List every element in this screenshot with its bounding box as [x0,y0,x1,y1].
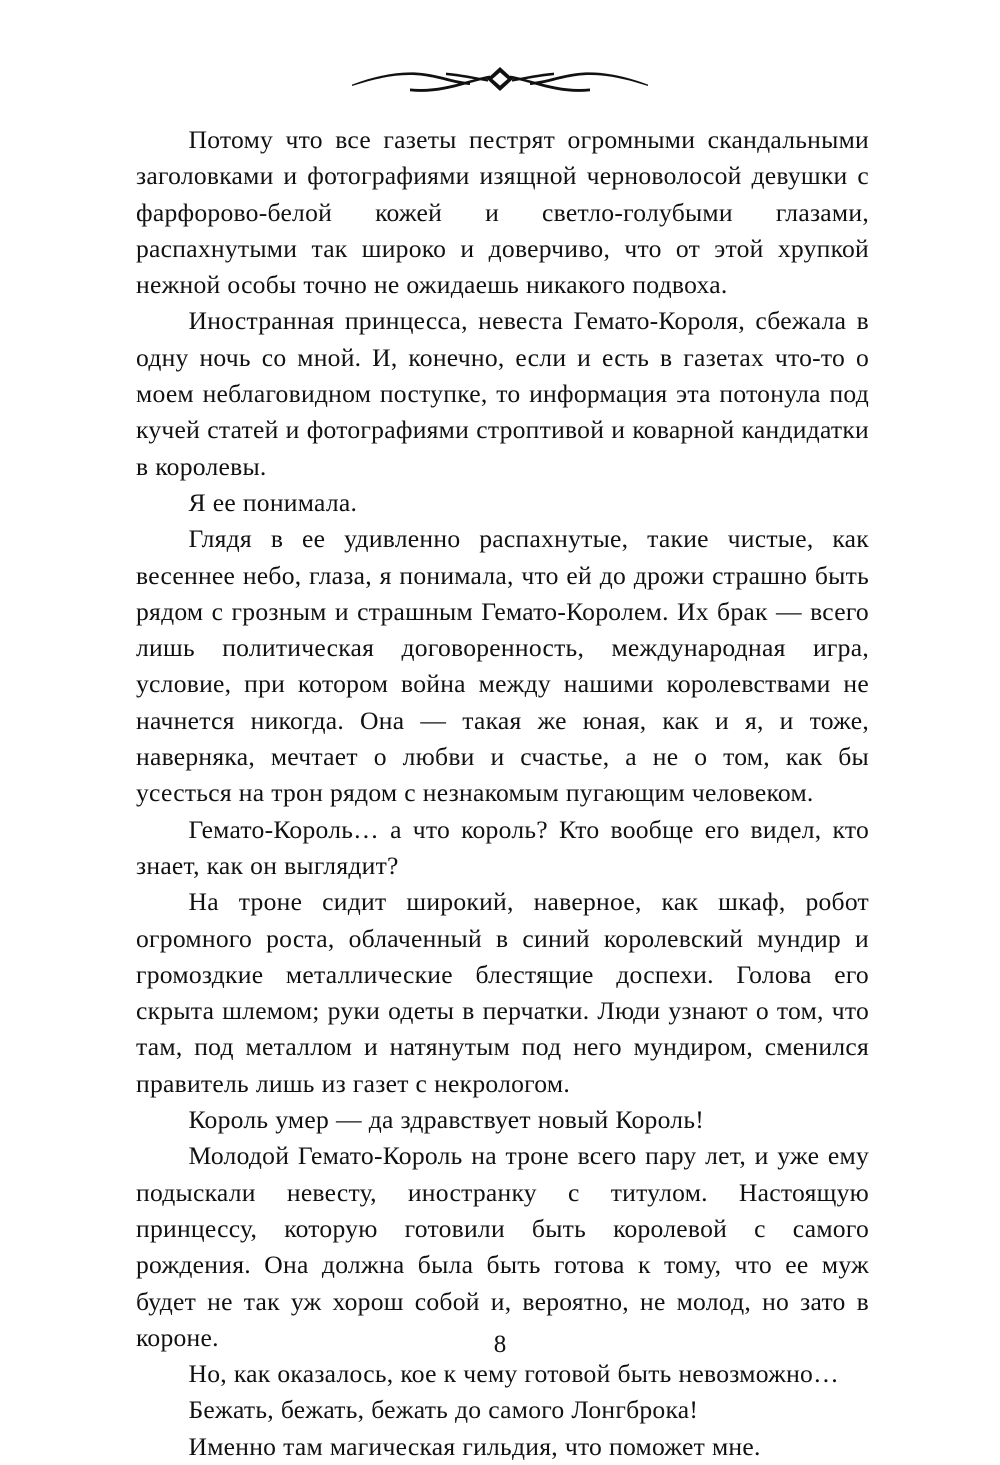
paragraph-text: Я ее понимала. [188,487,358,517]
page-text-body [136,122,869,1465]
paragraph-text: Потому что все газеты пестрят огромными скандальными заголовками и фотографиями изящной черноволосой девушки с фарфорово-белой кожей и светло-голубыми глазами, распахнутыми так широко и доверчиво, что от этой хрупкой нежной особы точно не ожидаешь никакого подвоха. [136,125,869,300]
paragraph-text: На троне сидит широкий, наверное, как шкаф, робот огромного роста, облаченный в синий королевский мундир и громоздкие металлические блестящие доспехи. Голова его скрыта шлемом; руки одеты в перчатки. Люди узнают о том, что там, под металлом и натянутым под него мундиром, сменился правитель лишь из газет с некрологом. [136,887,869,1098]
paragraph-text: Иностранная принцесса, невеста Гемато-Короля, сбежала в одну ночь со мной. И, конечно, если и есть в газетах что-то о моем неблаговидном поступке, то информация эта потонула под кучей статей и фотографиями строптивой и коварной кандидатки в королевы. [136,306,869,481]
paragraph [136,303,869,484]
page-number: 8 [493,1331,507,1358]
paragraph [136,1392,869,1428]
paragraph-text: Глядя в ее удивленно распахнутые, такие чистые, как весеннее небо, глаза, я понимала, что ей до дрожи страшно быть рядом с грозным и страшным Гемато-Королем. Их брак — всего лишь политическая договоренность, международная игра, условие, при котором война между нашими королевствами не начнется никогда. Она — такая же юная, как и я, и тоже, наверняка, мечтает о любви и счастье, а не о том, как бы усесться на трон рядом с незнакомым пугающим человеком. [136,524,869,808]
paragraph-text: Гемато-Король… а что король? Кто вообще его видел, кто знает, как он выглядит? [136,814,869,880]
paragraph-text: Король умер — да здравствует новый Король! [188,1105,705,1135]
paragraph [136,485,869,521]
paragraph-text: Но, как оказалось, кое к чему готовой быть невозможно… [188,1359,839,1389]
paragraph [136,1138,869,1356]
paragraph [136,122,869,303]
paragraph [136,812,869,885]
paragraph [136,1356,869,1392]
paragraph-text: Именно там магическая гильдия, что поможет мне. [188,1431,761,1461]
paragraph [136,1102,869,1138]
header-flourish-ornament [0,56,1000,102]
paragraph-text: Молодой Гемато-Король на троне всего пару лет, и уже ему подыскали невесту, иностранку с титулом. Настоящую принцессу, которую готовили быть королевой с самого рождения. Она должна была быть готова к тому, что ее муж будет не так уж хорош собой и, вероятно, не молод, но зато в короне. [136,1141,869,1352]
paragraph [136,884,869,1102]
paragraph [136,521,869,811]
paragraph-text: Бежать, бежать, бежать до самого Лонгброка! [188,1395,699,1425]
paragraph [136,1429,869,1465]
